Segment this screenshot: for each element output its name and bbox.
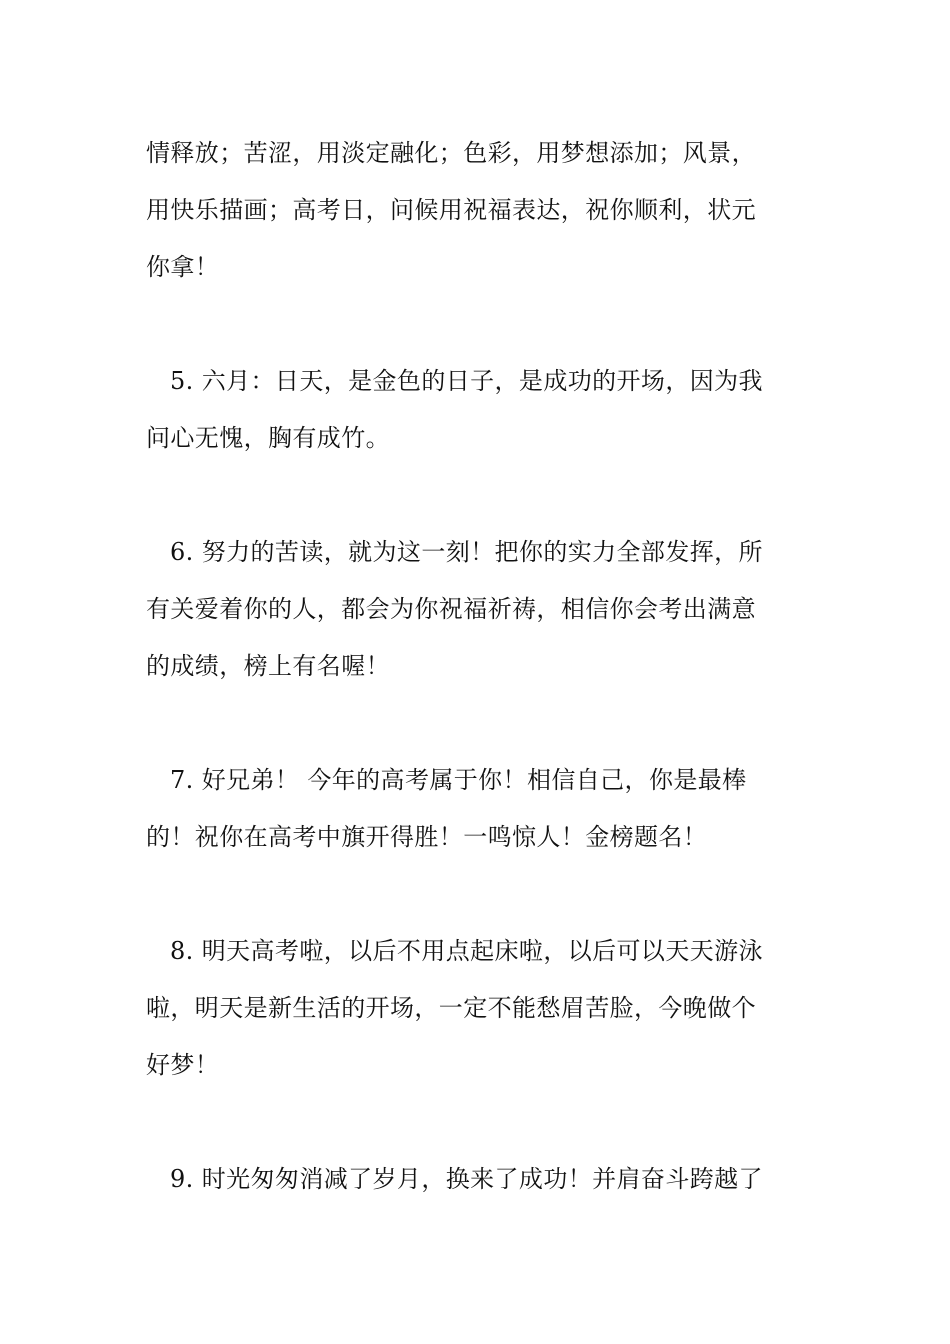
paragraph-6-line-2: 的成绩，榜上有名喔！ [146, 652, 390, 680]
paragraph-5-line-1: 问心无愧，胸有成竹。 [146, 424, 390, 452]
paragraph-6-line-0: 6. 努力的苦读，就为这一刻！把你的实力全部发挥，所 [170, 538, 763, 566]
paragraph-5-line-0: 5. 六月：日天，是金色的日子，是成功的开场，因为我 [170, 367, 763, 395]
paragraph-8-line-2: 好梦！ [146, 1051, 220, 1079]
paragraph-0-line-2: 你拿！ [146, 253, 220, 281]
paragraph-0-line-1: 用快乐描画；高考日，问候用祝福表达，祝你顺利，状元 [146, 196, 756, 224]
paragraph-0-line-0: 情释放；苦涩，用淡定融化；色彩，用梦想添加；风景， [146, 139, 756, 167]
paragraph-6-line-1: 有关爱着你的人，都会为你祝福祈祷，相信你会考出满意 [146, 595, 756, 623]
paragraph-9-line-0: 9. 时光匆匆消减了岁月，换来了成功！并肩奋斗跨越了 [170, 1165, 763, 1193]
paragraph-8-line-0: 8. 明天高考啦，以后不用点起床啦，以后可以天天游泳 [170, 937, 763, 965]
paragraph-8-line-1: 啦，明天是新生活的开场，一定不能愁眉苦脸，今晚做个 [146, 994, 756, 1022]
paragraph-7-line-1: 的！祝你在高考中旗开得胜！一鸣惊人！金榜题名！ [146, 823, 708, 851]
paragraph-7-line-0: 7. 好兄弟！ 今年的高考属于你！相信自己，你是最棒 [170, 766, 747, 794]
